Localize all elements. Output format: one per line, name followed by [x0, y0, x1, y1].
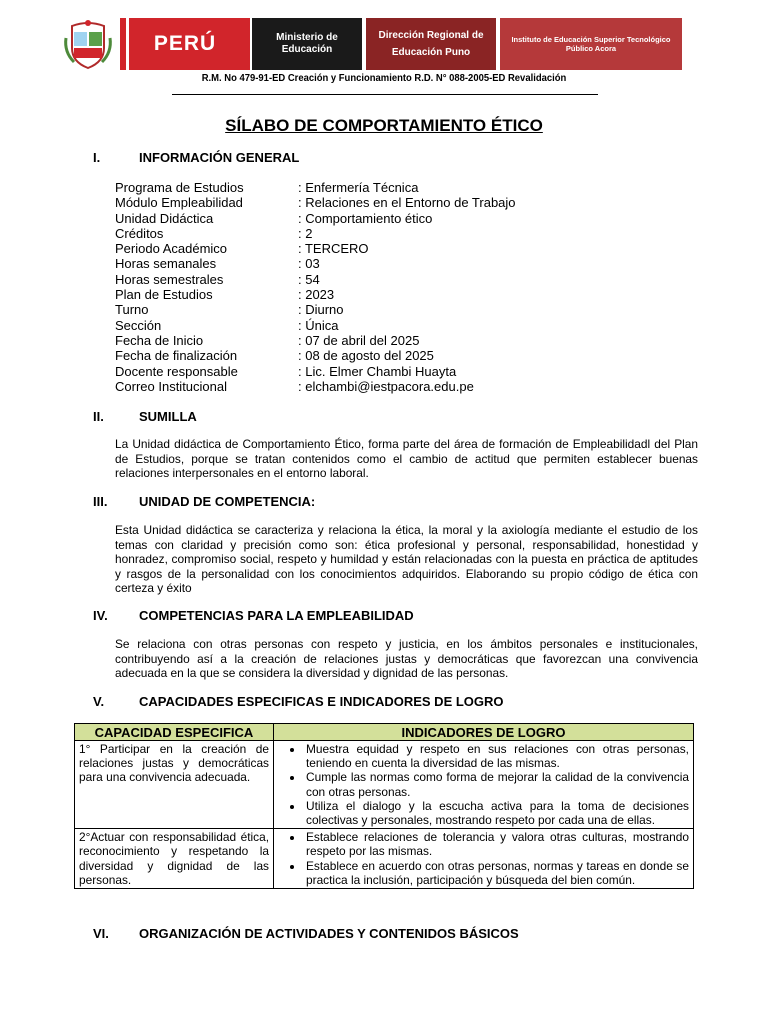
coat-of-arms-icon [62, 18, 114, 70]
instituto-logo: Instituto de Educación Superior Tecnológico Público Acora [500, 18, 682, 70]
indicadores-list [278, 742, 689, 827]
indicador-item: • Cumple las normas como forma de mejorar la calidad de la convivencia con otras personas. [304, 770, 689, 798]
info-row [115, 348, 516, 363]
info-row [115, 180, 516, 195]
info-row [115, 318, 516, 333]
section-heading-empleabilidad: IV. COMPETENCIAS PARA LA EMPLEABILIDAD [93, 608, 414, 623]
section-heading-capacidades: V. CAPACIDADES ESPECIFICAS E INDICADORES DE LOGRO [93, 694, 504, 709]
letterhead [62, 16, 671, 72]
info-label: Créditos [115, 225, 164, 241]
info-row [115, 211, 516, 226]
indicador-item: • Establece relaciones de tolerancia y valora otras culturas, mostrando respeto por las mismas. [304, 830, 689, 858]
info-row [115, 333, 516, 348]
section-heading-organizacion: VI. ORGANIZACIÓN DE ACTIVIDADES Y CONTENIDOS BÁSICOS [93, 926, 519, 941]
indicadores-cell [274, 829, 694, 889]
info-row [115, 195, 516, 210]
info-label: Sección [115, 317, 162, 333]
header-rule [172, 94, 598, 95]
info-row [115, 241, 516, 256]
info-row [115, 256, 516, 271]
direccion-regional-logo: Dirección Regional de Educación Puno [366, 18, 496, 70]
capacidad-cell: 1° Participar en la creación de relaciones justas y democráticas para una convivencia adecuada. [75, 741, 274, 829]
indicador-item: • Establece en acuerdo con otras personas, normas y tareas en donde se practica la inclusión, participación y búsqueda del bien común. [304, 859, 689, 887]
ministerio-logo: Ministerio de Educación [252, 18, 362, 70]
resolution-line: R.M. No 479-91-ED Creación y Funcionamiento R.D. N° 088-2005-ED Revalidación [201, 72, 567, 84]
info-value: : 08 de agosto del 2025 [298, 348, 434, 364]
capacidad-cell: 2°Actuar con responsabilidad ética, reconocimiento y respetando la diversidad y dignidad de las personas. [75, 829, 274, 889]
info-value: : 03 [298, 256, 320, 272]
info-value: : 2 [298, 225, 313, 241]
info-value: : 54 [298, 271, 320, 287]
info-label: Horas semanales [115, 256, 217, 272]
column-header-capacidad: CAPACIDAD ESPECIFICA [75, 724, 274, 741]
column-header-indicadores: INDICADORES DE LOGRO [274, 724, 694, 741]
info-value: : Relaciones en el Entorno de Trabajo [298, 195, 516, 211]
info-row [115, 302, 516, 317]
info-label: Turno [115, 302, 149, 318]
empleabilidad-paragraph: Se relaciona con otras personas con respeto y justicia, en los ámbitos personales e institucionales, contribuyendo así a la creación de relaciones justas y democráticas que favorezcan una convivencia adecuada en la que se considera la diversidad y dignidad de las personas. [115, 637, 698, 680]
info-value: : TERCERO [298, 241, 369, 257]
info-value: : 07 de abril del 2025 [298, 332, 420, 348]
competencia-paragraph: Esta Unidad didáctica se caracteriza y relaciona la ética, la moral y la axiología mediante el estudio de los temas con claridad y precisión como son: ética profesional y personal, responsabilidad, honestidad y honradez, compromiso social, respeto y humildad y están relacionadas con la puesta en práctica de aptitudes y rasgos de la personalidad con los conocimientos adquiridos. Elaborando su propio código de ética con certeza y éxito [115, 523, 698, 595]
table-row [75, 741, 694, 829]
sumilla-paragraph: La Unidad didáctica de Comportamiento Ético, forma parte del área de formación de Empleabilidadl del Plan de Estudios, porque se tratan contenidos como el cambio de actitud que permiten establecer buenas relaciones interpersonales en el entorno laboral. [115, 437, 698, 480]
info-value: : elchambi@iestpacora.edu.pe [298, 378, 474, 394]
info-label: Fecha de finalización [115, 348, 238, 364]
section-heading-unidad-competencia: III. UNIDAD DE COMPETENCIA: [93, 494, 316, 509]
document-title: SÍLABO DE COMPORTAMIENTO ÉTICO [225, 116, 543, 135]
indicador-item: • Utiliza el dialogo y la escucha activa para la toma de decisiones colectivas y personales, mostrando respeto por cada una de ellas. [304, 799, 689, 827]
indicador-item: • Muestra equidad y respeto en sus relaciones con otras personas, teniendo en cuenta la diversidad de las mismas. [304, 742, 689, 770]
section-heading-informacion-general: I. INFORMACIÓN GENERAL [93, 150, 300, 165]
info-row [115, 287, 516, 302]
info-row [115, 364, 516, 379]
indicadores-list [278, 830, 689, 887]
info-value: : Lic. Elmer Chambi Huayta [298, 363, 457, 379]
info-value: : 2023 [298, 287, 335, 303]
info-label: Correo Institucional [115, 378, 227, 394]
info-label: Fecha de Inicio [115, 332, 204, 348]
info-row [115, 379, 516, 394]
peru-logo-divider [126, 18, 129, 70]
info-value: : Comportamiento ético [298, 210, 433, 226]
info-row [115, 272, 516, 287]
info-label: Periodo Académico [115, 241, 228, 257]
general-info-list [115, 180, 516, 394]
info-value: : Diurno [298, 302, 344, 318]
info-row [115, 226, 516, 241]
info-label: Plan de Estudios [115, 287, 213, 303]
capacidades-table [74, 723, 694, 889]
table-row [75, 829, 694, 889]
info-label: Unidad Didáctica [115, 210, 214, 226]
info-label: Horas semestrales [115, 271, 224, 287]
peru-logo: PERÚ [120, 18, 250, 70]
section-heading-sumilla: II. SUMILLA [93, 409, 197, 424]
info-value: : Única [298, 317, 339, 333]
info-value: : Enfermería Técnica [298, 180, 419, 195]
info-label: Módulo Empleabilidad [115, 195, 243, 211]
info-label: Docente responsable [115, 363, 238, 379]
indicadores-cell [274, 741, 694, 829]
info-label: Programa de Estudios [115, 180, 244, 195]
table-header-row [75, 724, 694, 741]
